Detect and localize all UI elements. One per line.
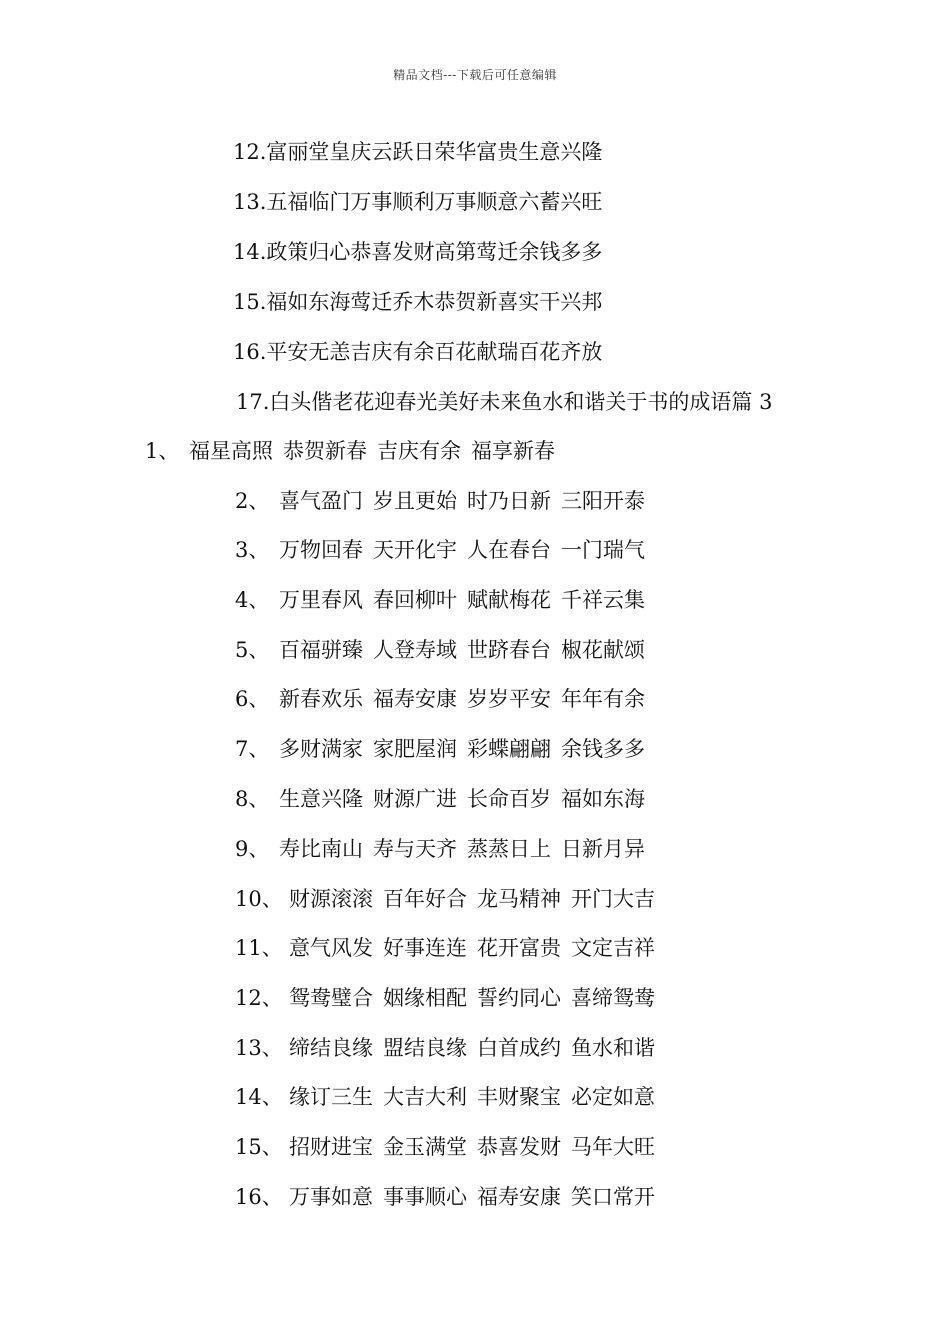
phrase: 喜缔鸳鸯 (571, 986, 655, 1010)
phrase: 彩蝶翩翩 (467, 737, 551, 761)
phrase-line (235, 736, 645, 762)
line-number: 2、 (235, 489, 270, 513)
line-number: 5、 (235, 638, 270, 662)
line-number: 8、 (235, 787, 270, 811)
line-text: 白头偕老花迎春光美好未来鱼水和谐关于书的成语篇 3 (269, 390, 773, 414)
phrase: 姻缘相配 (383, 986, 467, 1010)
numbered-line (233, 289, 602, 315)
phrase-line (235, 886, 655, 912)
phrase: 寿与天齐 (373, 837, 457, 861)
phrase: 缘订三生 (289, 1085, 373, 1109)
numbered-line (236, 389, 772, 415)
page-header: 精品文档---下载后可任意编辑 (393, 68, 557, 82)
line-text: 富丽堂皇庆云跃日荣华富贵生意兴隆 (266, 140, 603, 164)
phrase: 日新月异 (561, 837, 645, 861)
phrase: 金玉满堂 (383, 1135, 467, 1159)
line-number: 9、 (235, 837, 270, 861)
line-number: 11、 (235, 936, 283, 960)
phrase: 百年好合 (383, 887, 467, 911)
phrase-line (235, 488, 645, 514)
phrase: 吉庆有余 (377, 439, 461, 463)
phrase: 椒花献颂 (561, 638, 645, 662)
phrase: 誓约同心 (477, 986, 561, 1010)
line-number: 12、 (235, 986, 283, 1010)
line-number: 14、 (235, 1085, 283, 1109)
phrase-line (235, 935, 655, 961)
phrase: 蒸蒸日上 (467, 837, 551, 861)
phrase: 多财满家 (279, 737, 363, 761)
line-text: 平安无恙吉庆有余百花献瑞百花齐放 (266, 340, 603, 364)
phrase-line (145, 438, 555, 464)
phrase: 事事顺心 (383, 1185, 467, 1209)
numbered-line (233, 339, 602, 365)
phrase: 花开富贵 (477, 936, 561, 960)
phrase: 万事如意 (289, 1185, 373, 1209)
phrase: 福如东海 (561, 787, 645, 811)
phrase: 百福骈臻 (279, 638, 363, 662)
phrase: 恭喜发财 (477, 1135, 561, 1159)
phrase-line (235, 1084, 655, 1110)
line-number: 3、 (235, 538, 270, 562)
numbered-line (233, 239, 602, 265)
phrase: 福享新春 (471, 439, 555, 463)
phrase: 缔结良缘 (289, 1036, 373, 1060)
phrase: 千祥云集 (561, 588, 645, 612)
line-text: 五福临门万事顺利万事顺意六蓄兴旺 (266, 190, 603, 214)
phrase: 世跻春台 (467, 638, 551, 662)
phrase: 鱼水和谐 (571, 1036, 655, 1060)
numbered-line (233, 189, 602, 215)
phrase: 一门瑞气 (561, 538, 645, 562)
phrase: 大吉大利 (383, 1085, 467, 1109)
line-number: 13. (233, 190, 267, 214)
phrase: 万物回春 (279, 538, 363, 562)
phrase: 生意兴隆 (279, 787, 363, 811)
phrase: 好事连连 (383, 936, 467, 960)
phrase-line (235, 836, 645, 862)
phrase: 招财进宝 (289, 1135, 373, 1159)
phrase: 万里春风 (279, 588, 363, 612)
line-number: 10、 (235, 887, 283, 911)
phrase: 文定吉祥 (571, 936, 655, 960)
phrase: 财源滚滚 (289, 887, 373, 911)
phrase: 时乃日新 (467, 489, 551, 513)
line-number: 7、 (235, 737, 270, 761)
phrase: 盟结良缘 (383, 1036, 467, 1060)
phrase: 白首成约 (477, 1036, 561, 1060)
phrase: 岁且更始 (373, 489, 457, 513)
line-number: 14. (233, 240, 267, 264)
phrase: 年年有余 (561, 687, 645, 711)
phrase-line (235, 686, 645, 712)
phrase: 余钱多多 (561, 737, 645, 761)
line-number: 12. (233, 140, 267, 164)
phrase: 意气风发 (289, 936, 373, 960)
phrase: 春回柳叶 (373, 588, 457, 612)
line-number: 4、 (235, 588, 270, 612)
phrase: 新春欢乐 (279, 687, 363, 711)
phrase: 赋献梅花 (467, 588, 551, 612)
line-number: 16. (233, 340, 267, 364)
line-number: 13、 (235, 1036, 283, 1060)
phrase: 岁岁平安 (467, 687, 551, 711)
numbered-line (233, 139, 602, 165)
phrase: 天开化宇 (373, 538, 457, 562)
phrase-line (235, 1184, 655, 1210)
phrase-line (235, 587, 645, 613)
phrase: 福寿安康 (373, 687, 457, 711)
phrase: 财源广进 (373, 787, 457, 811)
line-number: 15、 (235, 1135, 283, 1159)
phrase: 龙马精神 (477, 887, 561, 911)
phrase: 马年大旺 (571, 1135, 655, 1159)
phrase-line (235, 537, 645, 563)
line-number: 1、 (145, 439, 180, 463)
phrase-line (235, 786, 645, 812)
line-number: 6、 (235, 687, 270, 711)
line-number: 16、 (235, 1185, 283, 1209)
phrase-line (235, 1134, 655, 1160)
line-number: 15. (233, 290, 267, 314)
phrase: 福星高照 (189, 439, 273, 463)
phrase: 人登寿域 (373, 638, 457, 662)
phrase: 必定如意 (571, 1085, 655, 1109)
phrase: 恭贺新春 (283, 439, 367, 463)
phrase: 喜气盈门 (279, 489, 363, 513)
phrase: 寿比南山 (279, 837, 363, 861)
phrase: 三阳开泰 (561, 489, 645, 513)
phrase: 丰财聚宝 (477, 1085, 561, 1109)
phrase: 鸳鸯璧合 (289, 986, 373, 1010)
phrase-line (235, 1035, 655, 1061)
phrase: 人在春台 (467, 538, 551, 562)
phrase-line (235, 985, 655, 1011)
phrase: 开门大吉 (571, 887, 655, 911)
line-text: 福如东海莺迁乔木恭贺新喜实干兴邦 (266, 290, 603, 314)
phrase: 笑口常开 (571, 1185, 655, 1209)
phrase: 家肥屋润 (373, 737, 457, 761)
line-text: 政策归心恭喜发财高第莺迁余钱多多 (266, 240, 603, 264)
phrase-line (235, 637, 645, 663)
phrase: 福寿安康 (477, 1185, 561, 1209)
phrase: 长命百岁 (467, 787, 551, 811)
line-number: 17. (236, 390, 270, 414)
